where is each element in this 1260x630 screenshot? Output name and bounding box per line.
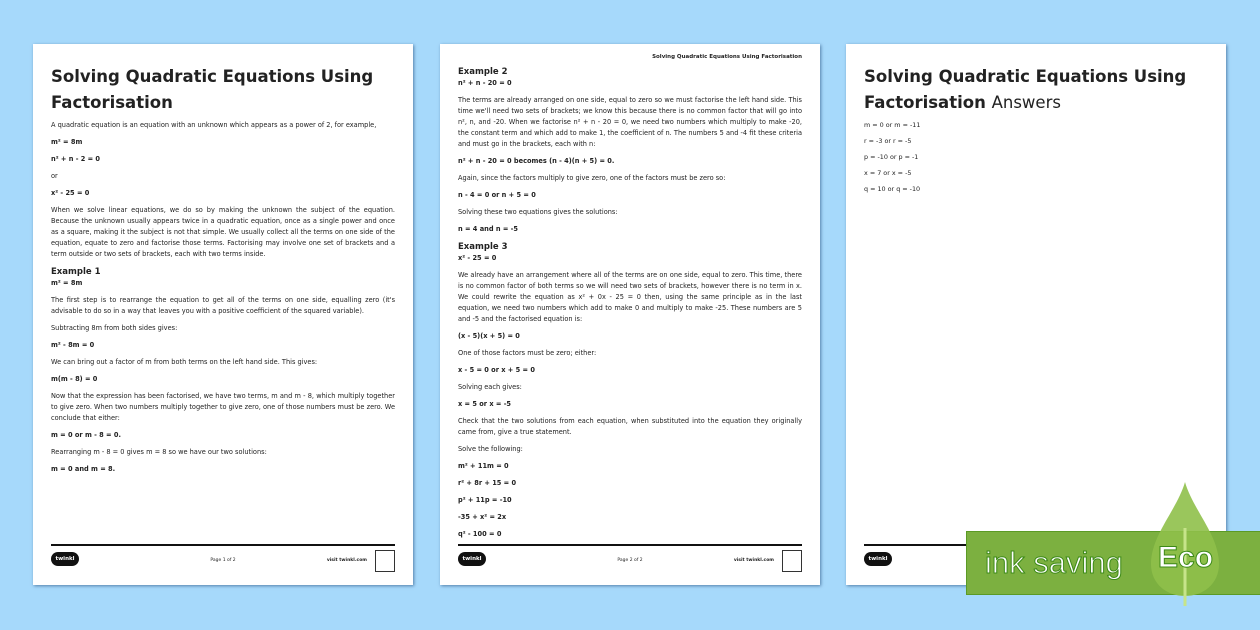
page-number: Page 2 of 2 xyxy=(617,558,643,563)
paragraph: Rearranging m - 8 = 0 gives m = 8 so we have our two solutions: xyxy=(51,448,267,456)
paragraph: or xyxy=(51,172,58,180)
equation: x = 5 or x = -5 xyxy=(458,400,512,408)
page-1 xyxy=(33,44,413,585)
paragraph: We already have an arrangement where all of the terms are on one side, equal to zero. This time, there is no common factor of both terms so we will need two sets of brackets, however there is no term in x. We could rewrite the equation as x² + 0x - 25 = 0 then, using the same principle as in the last equation, we need two numbers which add to make 0 and multiply to make -25. These numbers are 5 and -5 and the factorised equation is: xyxy=(458,271,802,323)
paragraph: A quadratic equation is an equation with an unknown which appears as a power of 2, for example, xyxy=(51,121,377,129)
title-text: Solving Quadratic Equations Using Factorisation xyxy=(864,67,1187,112)
equation: n² + n - 2 = 0 xyxy=(51,155,101,163)
equation: m = 0 and m = 8. xyxy=(51,465,116,473)
answer: q = 10 or q = -10 xyxy=(864,185,921,193)
paragraph: Check that the two solutions from each equation, when substituted into the equation they originally came from, give a true statement. xyxy=(458,417,802,436)
section-heading: Example 1 xyxy=(51,267,101,277)
visit-link[interactable]: visit twinkl.com xyxy=(326,558,367,563)
equation: r² + 8r + 15 = 0 xyxy=(458,479,517,487)
equation: m² + 11m = 0 xyxy=(458,462,509,470)
page-footer xyxy=(51,544,395,584)
answer: r = -3 or r = -5 xyxy=(864,137,912,145)
answer: x = 7 or x = -5 xyxy=(864,169,912,177)
equation: x² - 25 = 0 xyxy=(51,189,90,197)
equation: x - 5 = 0 or x + 5 = 0 xyxy=(458,366,535,374)
visit-link[interactable]: visit twinkl.com xyxy=(733,558,774,563)
page-2-body xyxy=(458,66,802,540)
equation: m² = 8m xyxy=(51,279,83,287)
twinkl-logo: twinkl xyxy=(864,552,892,566)
equation: n² + n - 20 = 0 xyxy=(458,79,512,87)
answer: p = -10 or p = -1 xyxy=(864,153,919,161)
quality-badge-icon xyxy=(782,550,802,572)
page-number: Page 1 of 2 xyxy=(210,558,236,563)
paragraph: The terms are already arranged on one side, equal to zero so we must factorise the left hand side. This time we'll need two sets of brackets; we know this because there is no common factor that will go into n², n, and -20. When we factorise n² + n - 20 = 0, we need two numbers which multiply to make -20, the constant term and which add to make 1, the coefficient of n. The numbers 5 and -4 fit these criteria and must go in the brackets, each with n: xyxy=(458,96,802,148)
twinkl-logo: twinkl xyxy=(458,552,486,566)
equation: p² + 11p = -10 xyxy=(458,496,512,504)
page-1-body xyxy=(51,120,395,475)
quality-badge-icon xyxy=(375,550,395,572)
section-heading: Example 2 xyxy=(458,67,508,77)
equation: n² + n - 20 = 0 becomes (n - 4)(n + 5) = 0. xyxy=(458,157,615,165)
title-suffix: Answers xyxy=(991,93,1061,112)
equation: q² - 100 = 0 xyxy=(458,530,502,538)
paragraph: We can bring out a factor of m from both terms on the left hand side. This gives: xyxy=(51,358,318,366)
equation: x² - 25 = 0 xyxy=(458,254,497,262)
banner-text: ink saving xyxy=(985,545,1123,580)
equation: m² - 8m = 0 xyxy=(51,341,95,349)
paragraph: When we solve linear equations, we do so by making the unknown the subject of the equation. Because the unknown usually appears twice in a quadratic equation, once as a single power and once as a square, making it the subject is not that simple. We usually collect all the terms on one side of the equation, equate to zero and factorise those terms. Factorising may involve one set of brackets and a term outside or two sets of brackets, each with two terms inside. xyxy=(51,206,395,258)
paragraph: Again, since the factors multiply to give zero, one of the factors must be zero so: xyxy=(458,174,726,182)
running-head: Solving Quadratic Equations Using Factorisation xyxy=(652,54,802,60)
document-title: Solving Quadratic Equations Using Factorisation xyxy=(51,67,374,112)
eco-label: Eco xyxy=(1158,541,1214,574)
equation: (x - 5)(x + 5) = 0 xyxy=(458,332,520,340)
page-2 xyxy=(440,44,820,585)
paragraph: The first step is to rearrange the equation to get all of the terms on one side, equalling zero (it's advisable to do so in a way that leaves you with a positive coefficient of the squared variable). xyxy=(51,296,395,315)
answers-list xyxy=(864,120,1208,195)
section-heading: Example 3 xyxy=(458,242,508,252)
paragraph: Solving each gives: xyxy=(458,383,522,391)
equation: m = 0 or m - 8 = 0. xyxy=(51,431,121,439)
paragraph: Subtracting 8m from both sides gives: xyxy=(51,324,178,332)
paragraph: Solving these two equations gives the solutions: xyxy=(458,208,618,216)
paragraph: Solve the following: xyxy=(458,445,523,453)
page-footer xyxy=(458,544,802,584)
equation: -35 + x² = 2x xyxy=(458,513,507,521)
equation: m(m - 8) = 0 xyxy=(51,375,98,383)
equation: n = 4 and n = -5 xyxy=(458,225,518,233)
paragraph: Now that the expression has been factorised, we have two terms, m and m - 8, which multiply together to give zero. When two numbers multiply together to give zero, one of those numbers must be zero. We conclude that either: xyxy=(51,392,395,422)
equation: m² = 8m xyxy=(51,138,83,146)
twinkl-logo: twinkl xyxy=(51,552,79,566)
answers-title xyxy=(864,64,1208,116)
paragraph: One of those factors must be zero; either: xyxy=(458,349,597,357)
answer: m = 0 or m = -11 xyxy=(864,121,921,129)
equation: n - 4 = 0 or n + 5 = 0 xyxy=(458,191,536,199)
